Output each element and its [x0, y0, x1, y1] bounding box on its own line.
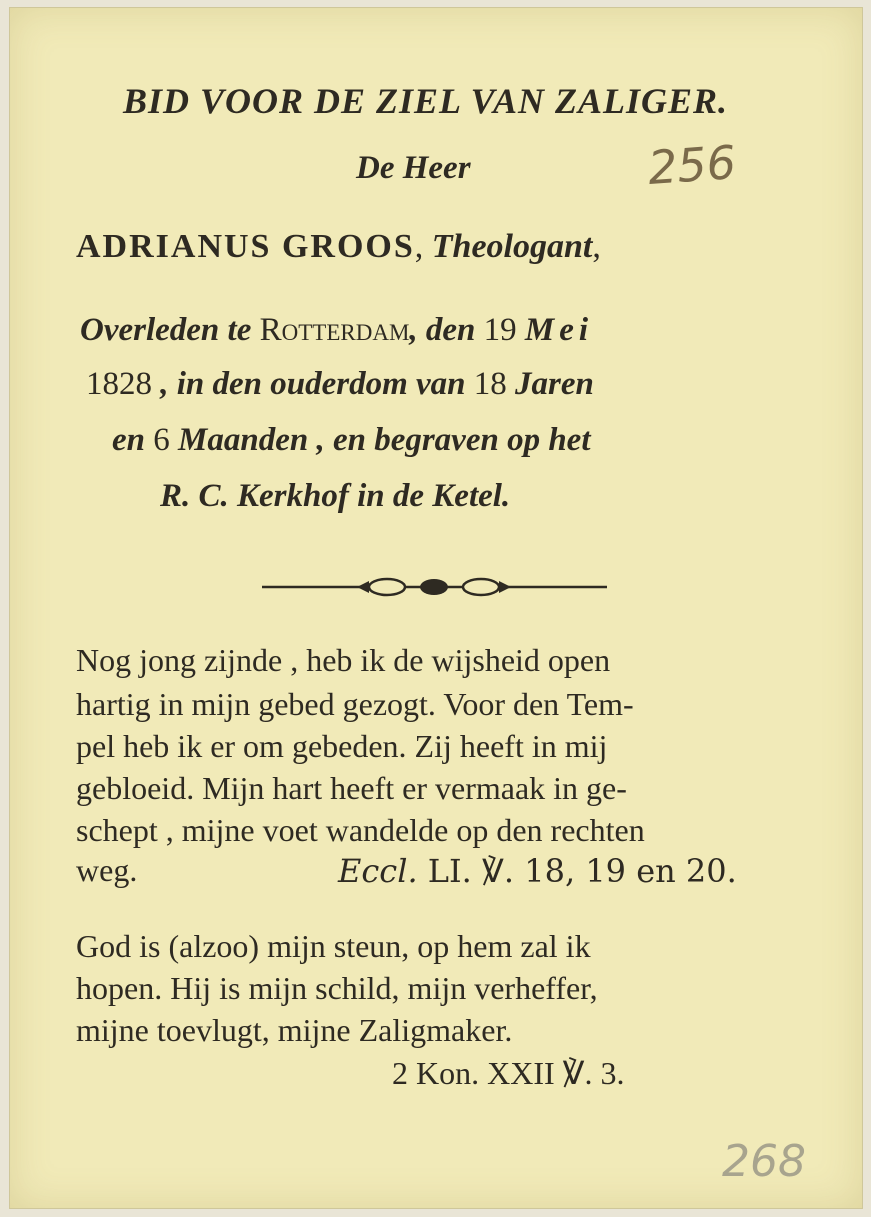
passage1-line: schept , mijne voet wandelde op den rechten	[76, 812, 645, 848]
death-line-3	[112, 422, 591, 459]
death-text: en	[112, 422, 145, 458]
death-day: 19	[483, 312, 517, 348]
age-months: 6	[153, 422, 170, 458]
death-city: Rotterdam	[259, 312, 410, 348]
deceased-role: Theologant	[431, 228, 593, 265]
card-heading: BID VOOR DE ZIEL VAN ZALIGER.	[122, 81, 729, 121]
passage2-line: hopen. Hij is mijn schild, mijn verheffer,	[76, 970, 598, 1006]
ornament-divider-icon	[262, 572, 607, 602]
death-line-1	[80, 312, 593, 349]
death-text: Maanden , en begraven op het	[178, 422, 591, 458]
death-text: Overleden te	[80, 312, 252, 348]
reference-verses: LI. ℣. 18, 19 en 20.	[427, 852, 737, 890]
death-text: , in den ouderdom van	[160, 366, 466, 402]
age-years: 18	[473, 366, 507, 402]
passage1-line: gebloeid. Mijn hart heeft er vermaak in ge-	[76, 770, 627, 806]
passage1-line: Nog jong zijnde , heb ik de wijsheid open	[76, 642, 611, 678]
passage2-line: mijne toevlugt, mijne Zaligmaker.	[76, 1012, 513, 1048]
handwritten-number-bottom: 268	[722, 1136, 806, 1187]
passage2-line: God is (alzoo) mijn steun, op hem zal ik	[76, 928, 591, 964]
burial-line: R. C. Kerkhof in de Ketel.	[160, 478, 511, 514]
death-month: Mei	[524, 312, 594, 348]
deceased-name: ADRIANUS GROOS	[76, 228, 415, 265]
passage1-line: weg.	[76, 852, 138, 888]
deceased-name-line: ADRIANUS GROOS, Theologant,	[76, 228, 601, 265]
handwritten-number-top: 256	[646, 135, 738, 195]
death-text: Jaren	[515, 366, 594, 402]
death-year: 1828	[86, 366, 152, 402]
passage2-reference: 2 Kon. XXII ℣. 3.	[392, 1055, 625, 1091]
title-de-heer: De Heer	[356, 150, 471, 186]
death-line-2	[86, 366, 594, 403]
passage1-line: hartig in mijn gebed gezogt. Voor den Tem-	[76, 686, 634, 722]
passage1-line: pel heb ik er om gebeden. Zij heeft in mij	[76, 728, 608, 764]
passage1-reference	[338, 852, 737, 890]
death-text: , den	[409, 312, 476, 348]
reference-book: Eccl.	[338, 852, 418, 890]
